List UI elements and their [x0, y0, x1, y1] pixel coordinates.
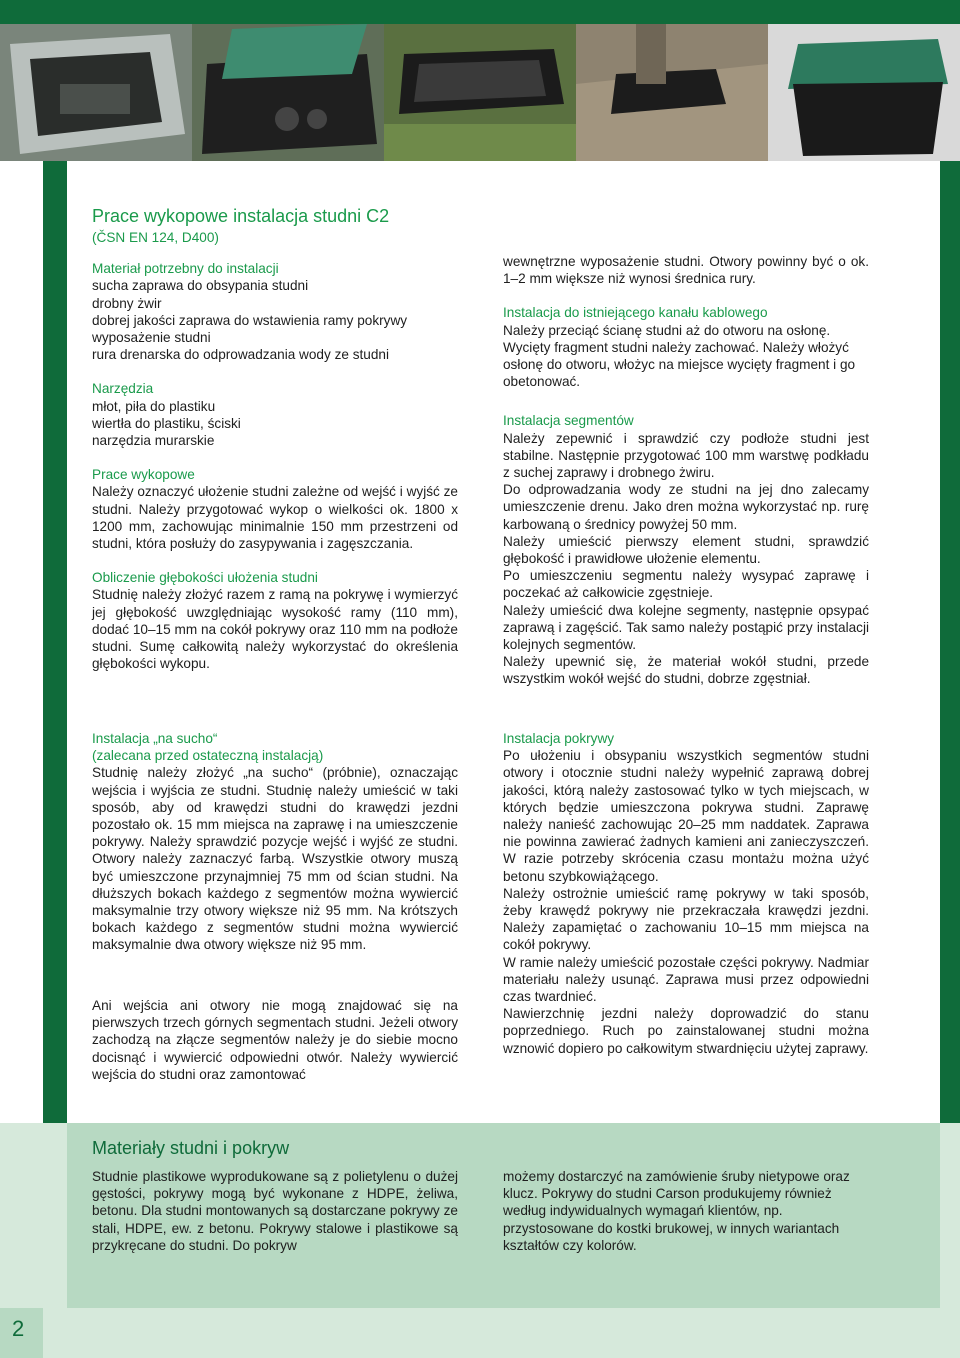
cover-paragraph: Nawierzchnię jezdni należy doprowadzić do stanu poprzedniego. Ruch po zainstalowanej studni można wznowić dopiero po całkowitym stwardnięciu użytej zaprawy. [503, 1006, 869, 1056]
cover-paragraph: W ramie należy umieścić pozostałe części pokrywy. Nadmiar materiału należy usunąć. Zaprawa musi przez odpowiedni czas twardnieć. [503, 954, 869, 1005]
photo-strip [0, 24, 960, 161]
section-right-column [503, 253, 869, 705]
continuation-text: wewnętrzne wyposażenie studni. Otwory powinny być o ok. 1–2 mm większe niż wynosi średnica rury. [503, 254, 869, 287]
openings-column [92, 997, 458, 1083]
list-item: wyposażenie studni [92, 330, 211, 346]
segments-paragraph: Do odprowadzania wody ze studni na jej dno zalecamy umieszczenie drenu. Jako dren można wykorzystać np. rurę karbowaną o średnicy powyżej 50 mm. [503, 482, 869, 532]
materials-heading: Materiał potrzebny do instalacji [92, 261, 279, 277]
materials-block [92, 260, 458, 363]
list-item: rura drenarska do odprowadzania wody ze studni [92, 347, 389, 363]
depth-block [92, 569, 458, 672]
page-number: 2 [12, 1316, 25, 1341]
segments-paragraph: Należy umieścić pierwszy element studni, sprawdzić głębokość i prawidłowe ułożenie elementu. [503, 533, 869, 567]
cover-heading: Instalacja pokrywy [503, 731, 615, 746]
dry-install-text: Studnię należy złożyć „na sucho“ (próbnie), oznaczając wejścia i wyjścia ze studni. Studnię należy umieścić w taki sposób, aby od krawędzi studni do krawędzi jezdni pozostało ok. 15 mm miejsca na zaprawę i na umieszczenie pokrywy. Należy sprawdzić pozycje wejść i wyjść ze studni. Otwory należy zaznaczyć farbą. Wszystkie otwory muszą być umieszczone przynajmniej 75 mm od ścian studni. Na dłuższych bokach każdego z segmentów można wywiercić maksymalnie trzy otwory większe niż 95 mm. Na krótszych bokach każdego z segmentów studni można wywiercić maksymalnie dwa otwory większe niż 95 mm. [92, 765, 458, 953]
cover-paragraph: Po ułożeniu i obsypaniu wszystkich segmentów studni otwory i otocznie studni należy wypełnić zaprawą dobrej jakości, którą należy zastosować tylko w tych miejscach, w których będzie umieszczona pokrywa studni. Zaprawę należy nanieść zachowując 20–25 mm naddatek. Zaprawa nie powinna zawierać żadnych kamieni ani zanieczyszczeń. W razie potrzeby skrócenia czasu montażu można użyć betonu szybkowiążącego. [503, 748, 869, 884]
photo-black-box-grass [384, 24, 576, 161]
photo-green-lid [192, 24, 384, 161]
depth-heading: Obliczenie głębokości ułożenia studni [92, 570, 318, 586]
top-color-bar [0, 0, 960, 24]
depth-text: Studnię należy złożyć razem z ramą na pokrywę i wymierzyć jej głębokość uwzględniając wysokość ramy (110 mm), dodać 10–15 mm na cokół pokrywy oraz 110 mm na podłoże studni. Sumę całkowitą należy wykorzystać do określenia głębokości wykopu. [92, 587, 458, 672]
openings-text: Ani wejścia ani otwory nie mogą znajdować się na pierwszych trzech górnych segmentach studni. Jeżeli otwory zachodzą na złącze segmentów należy je do siebie mocno docisnąć i wywiercić odpowiedni otwór. Należy wywiercić wejścia do studni oraz zamontować [92, 998, 458, 1082]
segments-paragraph: Należy umieścić dwa kolejne segmenty, następnie opsypać zaprawą i zagęścić. Tak samo należy postąpić przy instalacji kolejnych segmentów. [503, 602, 869, 653]
cover-install-column [503, 730, 869, 1057]
segments-paragraph: Po umieszczeniu segmentu należy wysypać zaprawę i poczekać aż całkowicie zgęstnieje. [503, 568, 869, 601]
segments-paragraph: Należy zepewnić i sprawdzić czy podłoże studni jest stabilne. Następnie przygotować 100 mm warstwę podkładu z suchej zaprawy i drobnego żwiru. [503, 430, 869, 481]
excavation-block [92, 466, 458, 552]
cover-paragraph: Należy ostrożnie umieścić ramę pokrywy w taki sposób, żeby krawędź pokrywy nie przekraczała krawędzi jezdni. Należy zapamiętać o zachowaniu 10–15 mm miejsca na cokół pokrywy. [503, 885, 869, 953]
photo-box-with-lid [768, 24, 960, 161]
segments-block [503, 412, 869, 687]
dry-install-heading: Instalacja „na sucho“ [92, 731, 218, 746]
materials-section-title: Materiały studni i pokryw [92, 1138, 290, 1158]
list-item: narzędzia murarskie [92, 433, 215, 449]
excavation-heading: Prace wykopowe [92, 467, 195, 483]
photo-box-in-trench [576, 24, 768, 161]
page-subtitle: (ČSN EN 124, D400) [92, 230, 219, 245]
tools-heading: Narzędzia [92, 381, 154, 397]
dry-install-column [92, 730, 458, 954]
excavation-text: Należy oznaczyć ułożenie studni zależne od wejść i wyjść ze studni. Należy przygotować wykop o wielkości ok. 1800 x 1200 mm, zachowując minimalnie 150 mm przestrzeni od studni, która posłuży do zasypywania i zagęszczania. [92, 484, 458, 552]
materials-right-text: możemy dostarczyć na zamówienie śruby nietypowe oraz klucz. Pokrywy do studni Carson produkujemy również według indywidualnych wymagań klientów, np. przystosowane do kostki brukowej, w innych wariantach kształtów czy kolorów. [503, 1169, 850, 1253]
cable-heading: Instalacja do istniejącego kanału kablowego [503, 305, 768, 321]
segments-paragraph: Należy upewnić się, że materiał wokół studni, przede wszystkim wokół wejść do studni, dobrze zgęstniał. [503, 654, 869, 687]
list-item: młot, piła do plastiku [92, 398, 216, 414]
list-item: sucha zaprawa do obsypania studni [92, 278, 309, 294]
tools-block [92, 380, 458, 449]
page-title: Prace wykopowe instalacja studni C2 [92, 206, 390, 226]
dry-install-subheading: (zalecana przed ostateczną instalacją) [92, 748, 324, 764]
list-item: dobrej jakości zaprawa do wstawienia ramy pokrywy [92, 312, 408, 328]
right-green-rail [940, 161, 960, 1211]
list-item: drobny żwir [92, 295, 162, 311]
materials-left-text: Studnie plastikowe wyprodukowane są z polietylenu o dużej gęstości, pokrywy mogą być wykonane z HDPE, żeliwa, betonu. Dla studni montowanych są dostarczane pokrywy ze stali, HDPE, ew. z betonu. Pokrywy stalowe i plastikowe są przykręcane do studni. Do pokryw [92, 1169, 458, 1253]
cable-block [503, 304, 869, 390]
left-green-rail [43, 161, 67, 1211]
section-left-column [92, 205, 458, 689]
cable-text: Należy przeciąć ścianę studni aż do otworu na osłonę. Wycięty fragment studni należy zachować. Należy włożyć osłonę do otworu, włożyc na miejsce wycięty fragment i go obetonować. [503, 322, 856, 390]
list-item: wiertła do plastiku, ściski [92, 415, 241, 431]
segments-heading: Instalacja segmentów [503, 413, 634, 429]
footer-band [0, 1308, 960, 1358]
photo-open-box [0, 24, 192, 161]
